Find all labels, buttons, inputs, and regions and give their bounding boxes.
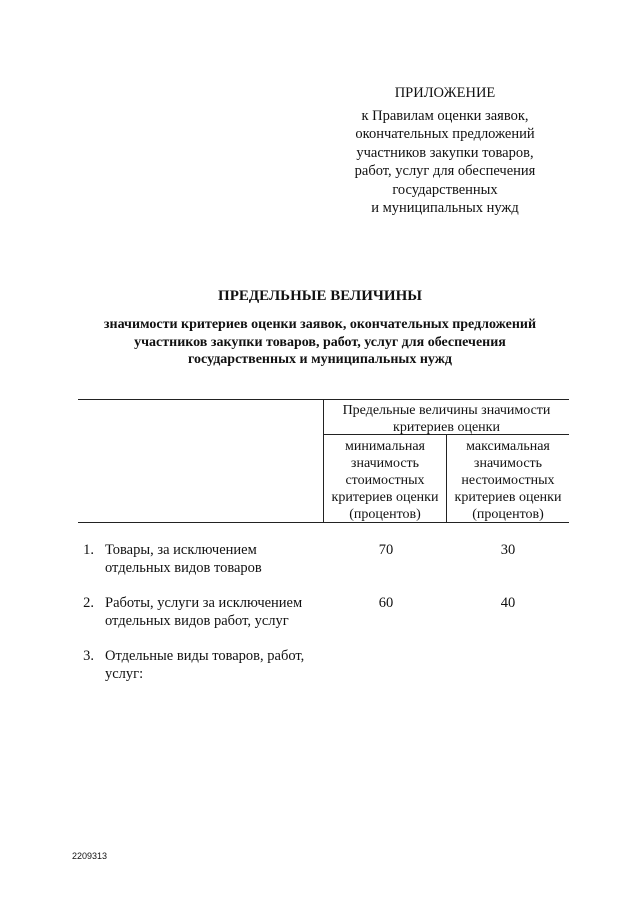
group-header-line: критериев оценки: [393, 420, 500, 435]
row-min-value: 60: [378, 595, 394, 611]
column-header-line: минимальная: [345, 439, 425, 454]
row-max-value: 40: [500, 595, 516, 611]
table-row: [78, 647, 569, 687]
column-header-line: значимость: [473, 456, 543, 471]
annex-line: к Правилам оценки заявок,: [361, 107, 529, 124]
annex-block: [335, 84, 555, 218]
row-label-line: Работы, услуги за исключением: [105, 595, 303, 611]
column-header-line: максимальная: [466, 439, 550, 454]
subtitle-line: значимости критериев оценки заявок, окончательных предложений: [103, 317, 537, 332]
column-header-line: критериев оценки: [454, 490, 562, 505]
row-min-value: 70: [378, 542, 394, 558]
row-label: [105, 594, 335, 630]
table-row: [78, 541, 569, 581]
group-header: [324, 402, 569, 436]
column-header-line: (процентов): [472, 507, 544, 522]
row-number: 2.: [83, 595, 94, 611]
row-label: [105, 541, 335, 577]
group-header-line: Предельные величины значимости: [342, 403, 551, 418]
column-header-line: значимость: [350, 456, 420, 471]
column-header-max: [447, 438, 569, 523]
annex-line: участников закупки товаров,: [356, 144, 534, 161]
row-label-line: отдельных видов товаров: [105, 560, 262, 576]
annex-line: государственных: [392, 181, 498, 198]
document-title: ПРЕДЕЛЬНЫЕ ВЕЛИЧИНЫ: [218, 288, 422, 304]
row-label-line: услуг:: [105, 666, 144, 682]
column-header-line: критериев оценки: [331, 490, 439, 505]
annex-line: и муниципальных нужд: [371, 200, 519, 216]
row-number: 3.: [83, 648, 94, 664]
document-code: 2209313: [72, 851, 108, 861]
subtitle-line: государственных и муниципальных нужд: [188, 352, 452, 367]
column-header-line: нестоимостных: [461, 473, 555, 488]
row-number: 1.: [83, 542, 94, 558]
row-label-line: Товары, за исключением: [105, 542, 257, 558]
column-header-min: [324, 438, 446, 523]
row-label-line: отдельных видов работ, услуг: [105, 613, 289, 629]
annex-title: ПРИЛОЖЕНИЕ: [394, 85, 496, 101]
row-max-value: 30: [500, 542, 516, 558]
table-row: [78, 594, 569, 634]
annex-line: работ, услуг для обеспечения: [354, 163, 536, 179]
column-header-line: стоимостных: [345, 473, 425, 488]
row-label: [105, 647, 335, 683]
row-label-line: Отдельные виды товаров, работ,: [105, 648, 305, 664]
annex-line: окончательных предложений: [355, 126, 535, 142]
subtitle-line: участников закупки товаров, работ, услуг для обеспечения: [134, 334, 506, 350]
column-header-line: (процентов): [349, 507, 421, 522]
document-subtitle: [60, 316, 580, 369]
